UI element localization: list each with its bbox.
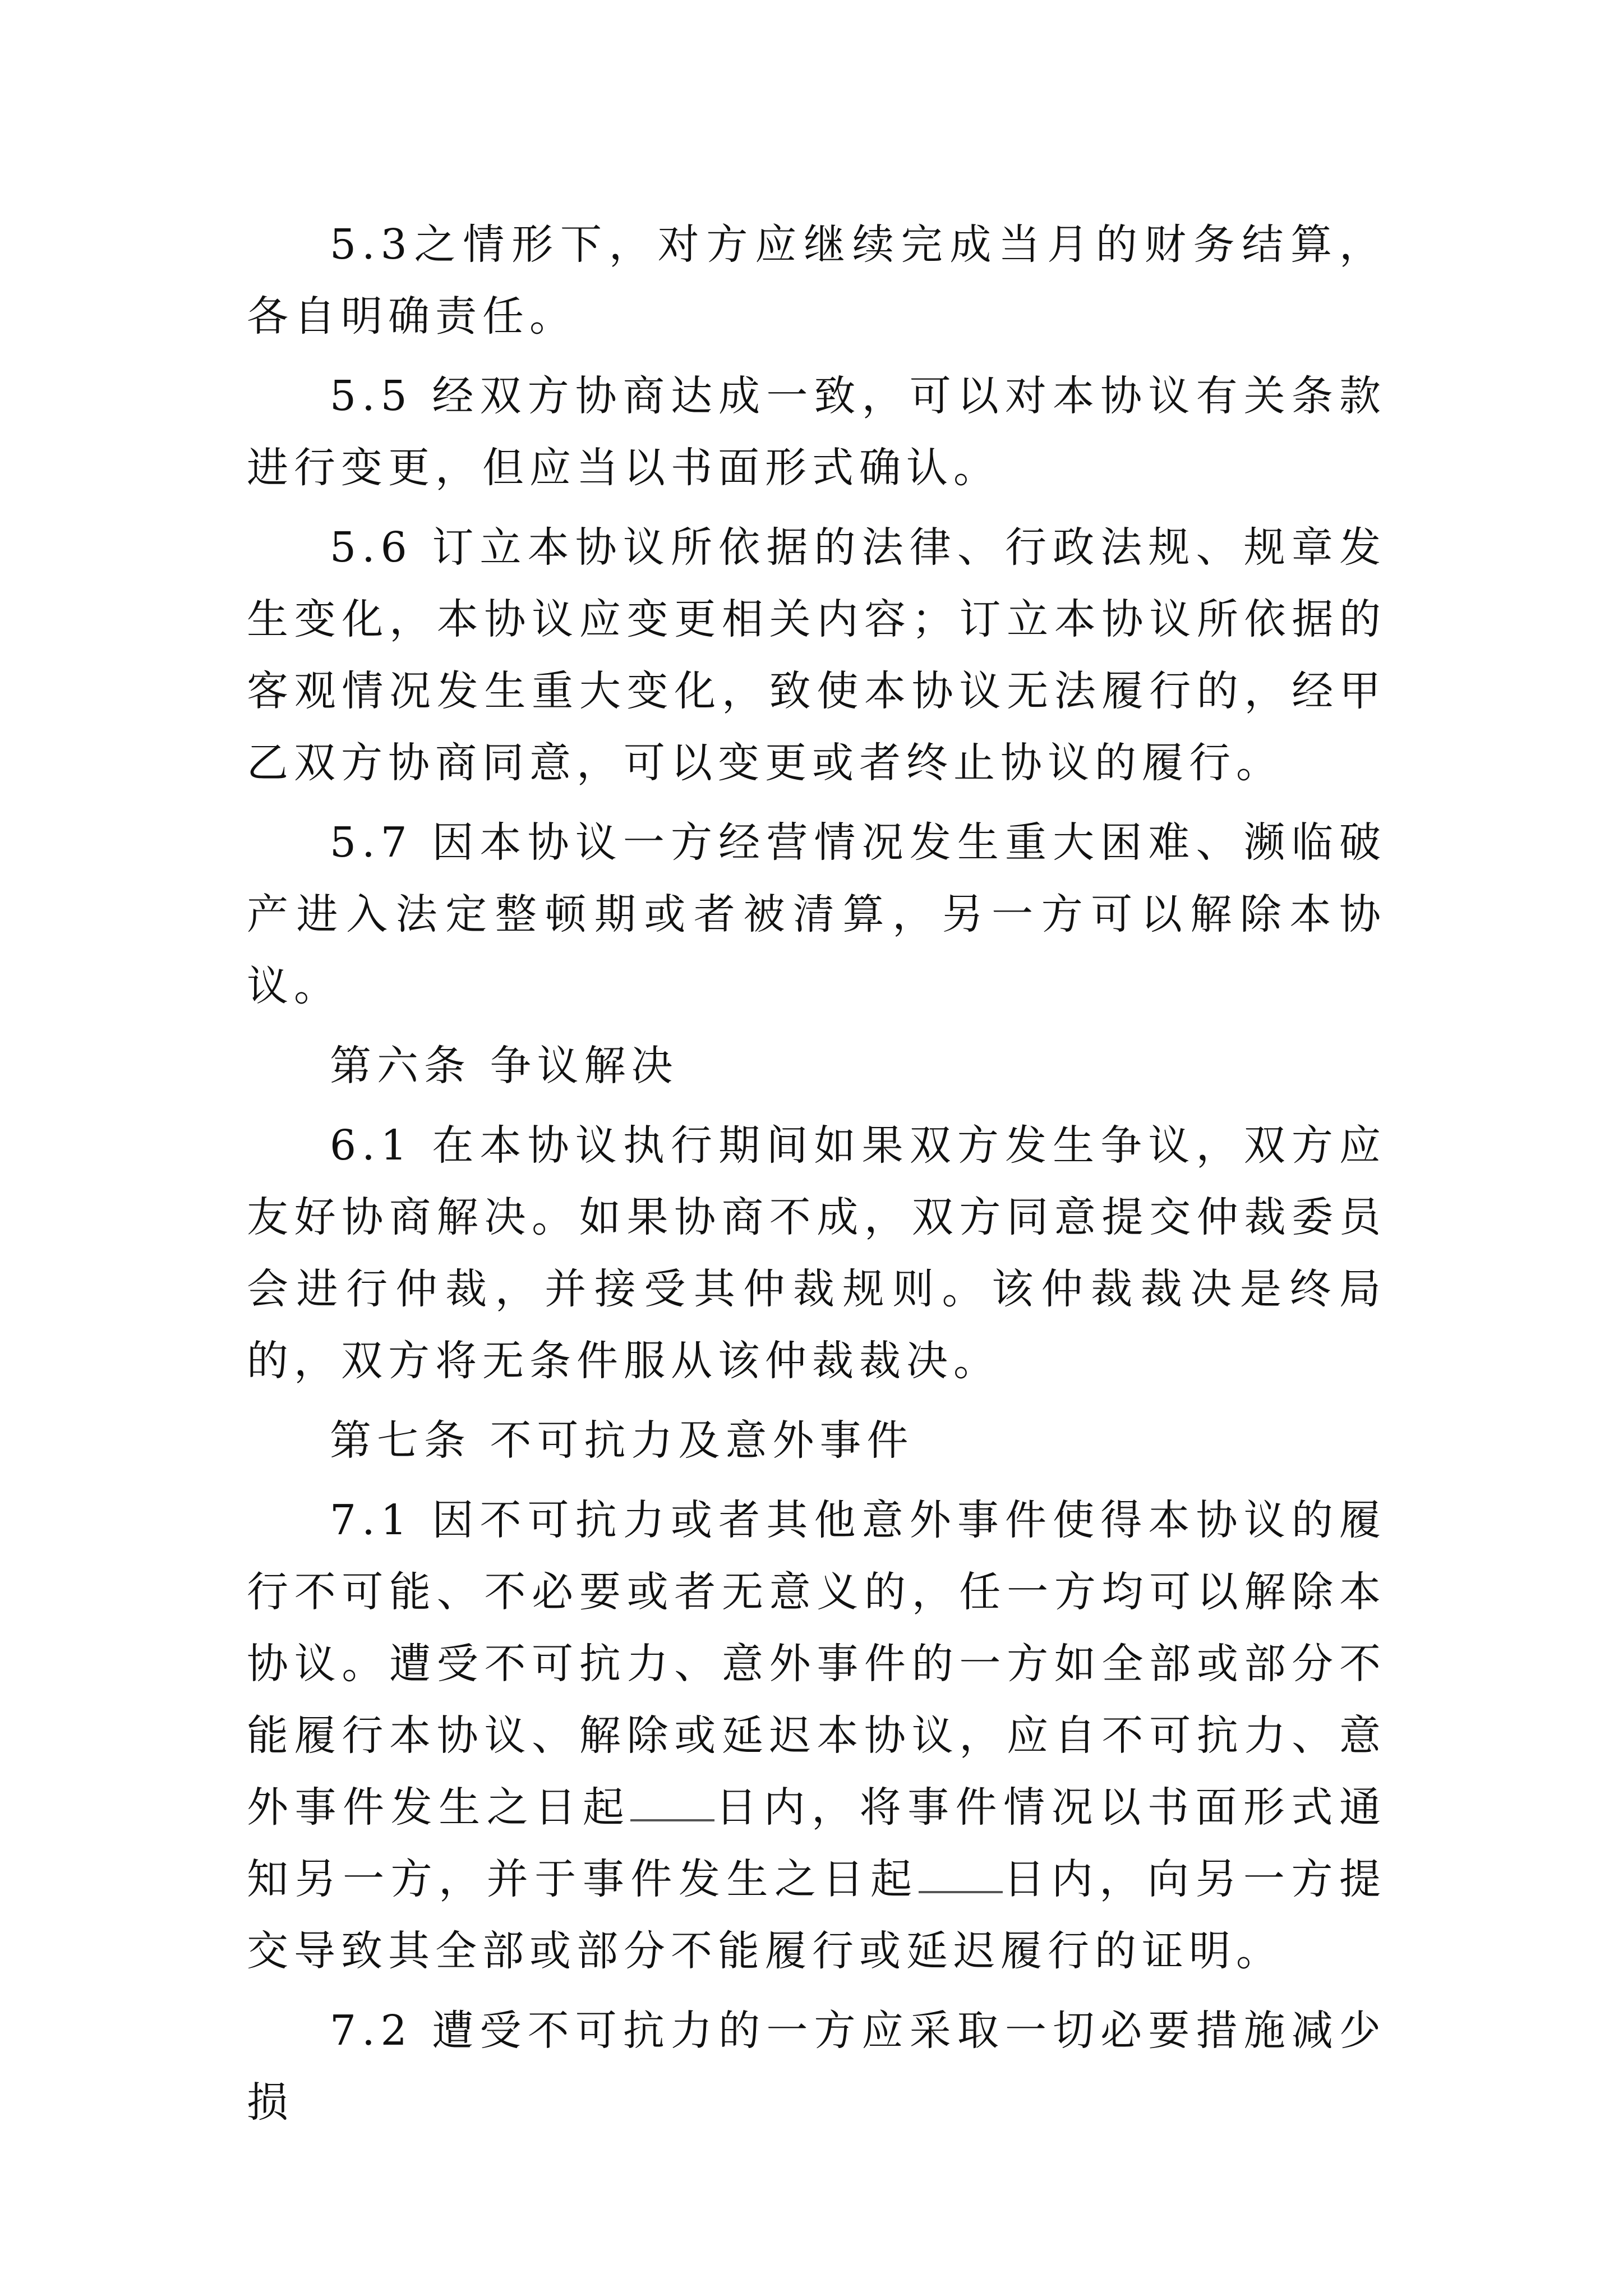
clause-5-3: 5.3之情形下，对方应继续完成当月的财务结算，各自明确责任。 — [247, 220, 1386, 341]
document-body — [247, 209, 1386, 2146]
article-7-heading: 第七条 不可抗力及意外事件 — [330, 1416, 914, 1465]
clause-7-2: 7.2 遭受不可抗力的一方应采取一切必要措施减少损 — [247, 2007, 1386, 2127]
clause-7-1-part-c: 日内，向另一方提交导致其全部或部分不能履行或延迟履行的证明。 — [247, 1855, 1387, 1975]
clause-7-1-part-b: 日内，将事件情况以书面形式通知另一方，并于事件发生之日起 — [247, 1783, 1387, 1903]
clause-5-5: 5.5 经双方协商达成一致，可以对本协议有关条款进行变更，但应当以书面形式确认。 — [247, 372, 1386, 492]
clause-6-1: 6.1 在本协议执行期间如果双方发生争议，双方应友好协商解决。如果协商不成，双方同意提交仲裁委员会进行仲裁，并接受其仲裁规则。该仲裁裁决是终局的，双方将无条件服从该仲裁裁决。 — [247, 1121, 1386, 1385]
clause-7-1-part-a: 7.1 因不可抗力或者其他意外事件使得本协议的履行不可能、不必要或者无意义的，任一方均可以解除本协议。遭受不可抗力、意外事件的一方如全部或部分不能履行本协议、解除或延迟本协议，应自不可抗力、意外事件发生之日起 — [247, 1496, 1386, 1832]
clause-5-6: 5.6 订立本协议所依据的法律、行政法规、规章发生变化，本协议应变更相关内容；订立本协议所依据的客观情况发生重大变化，致使本协议无法履行的，经甲乙双方协商同意，可以变更或者终止协议的履行。 — [247, 523, 1386, 787]
blank-days-field-1 — [630, 1780, 714, 1821]
clause-7-1 — [247, 1484, 1386, 1987]
clause-5-7: 5.7 因本协议一方经营情况发生重大困难、濒临破产进入法定整顿期或者被清算，另一方可以解除本协议。 — [247, 818, 1386, 1010]
article-6-heading: 第六条 争议解决 — [330, 1042, 679, 1090]
blank-days-field-2 — [919, 1852, 1003, 1893]
